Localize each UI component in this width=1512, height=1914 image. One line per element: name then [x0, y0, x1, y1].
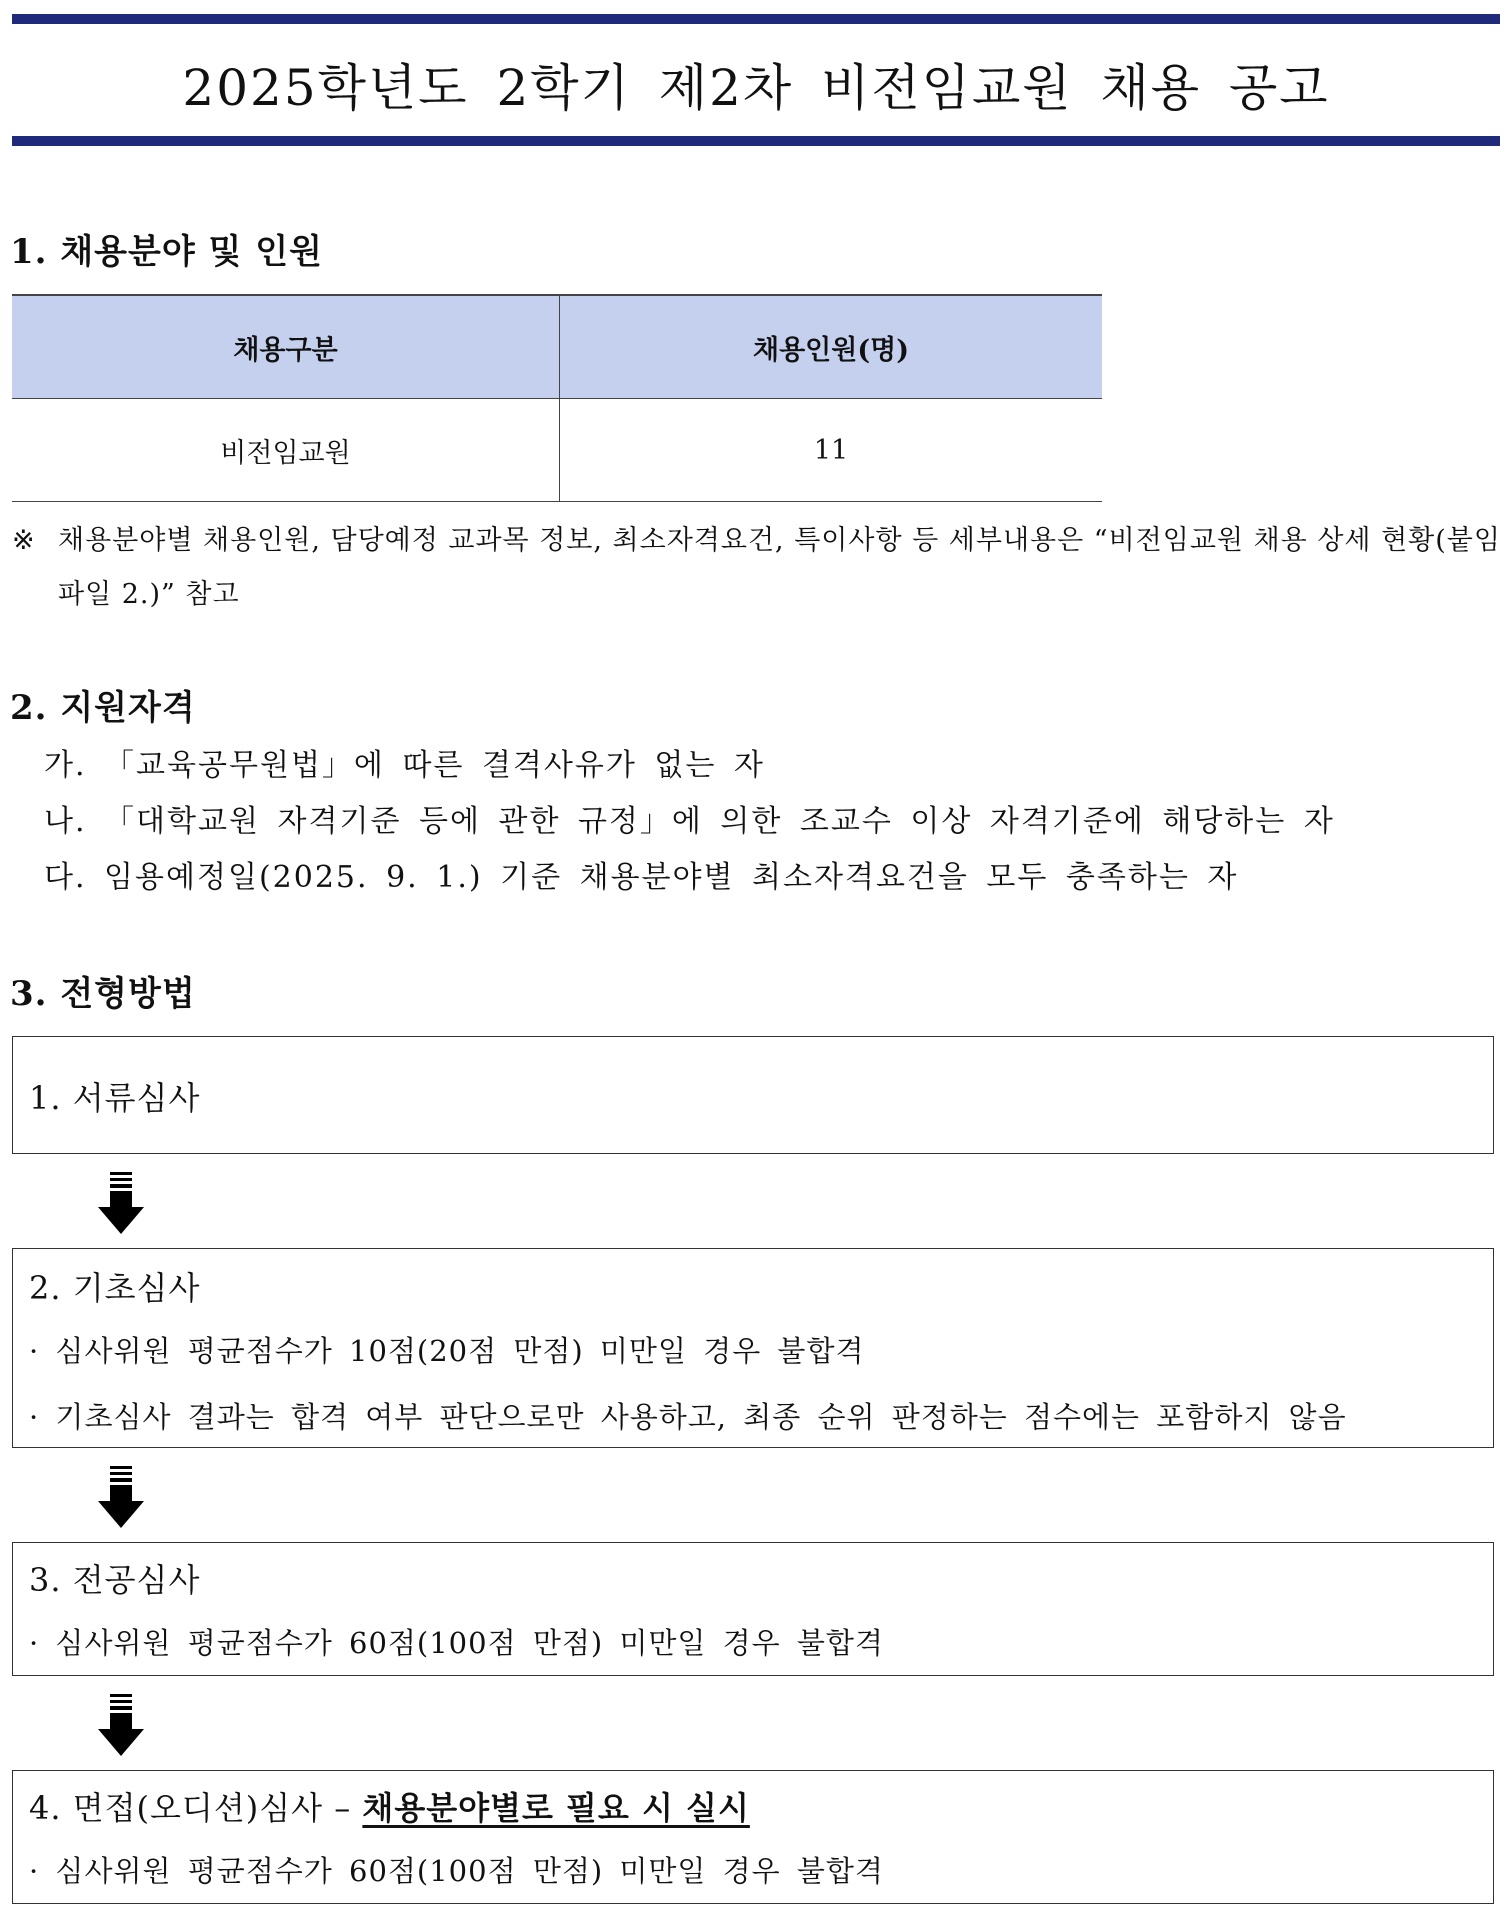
down-arrow-icon	[98, 1466, 144, 1528]
table-header-category: 채용구분	[12, 295, 560, 399]
step-title: 2. 기초심사	[29, 1269, 201, 1307]
title-top-bar	[12, 14, 1500, 24]
step-interview-screening	[12, 1770, 1494, 1904]
step-major-screening	[12, 1542, 1494, 1676]
table-note	[12, 514, 1507, 622]
step-title-emphasis: 채용분야별로 필요 시 실시	[362, 1789, 750, 1827]
step-title-text: 4. 면접(오디션)심사 –	[29, 1789, 363, 1827]
qualification-item-a: 가. 「교육공무원법」에 따른 결격사유가 없는 자	[44, 748, 765, 783]
step-title	[29, 1783, 750, 1829]
down-arrow-icon	[98, 1694, 144, 1756]
qualification-item-c: 다. 임용예정일(2025. 9. 1.) 기준 채용분야별 최소자격요건을 모두 충족하는 자	[44, 860, 1239, 895]
note-text: 채용분야별 채용인원, 담당예정 교과목 정보, 최소자격요건, 특이사항 등 세부내용은 “비전임교원 채용 상세 현황(붙임파일 2.)” 참고	[58, 525, 1501, 610]
step-basic-screening	[12, 1248, 1494, 1448]
step-bullet: · 기초심사 결과는 합격 여부 판단으로만 사용하고, 최종 순위 판정하는 점수에는 포함하지 않음	[29, 1400, 1347, 1434]
page-title: 2025학년도 2학기 제2차 비전임교원 채용 공고	[182, 59, 1330, 117]
section3-heading: 3. 전형방법	[10, 974, 196, 1014]
step-title: 1. 서류심사	[29, 1079, 201, 1117]
reference-mark-icon: ※	[12, 525, 36, 556]
recruitment-table	[12, 294, 1102, 502]
table-cell-count: 11	[560, 399, 1103, 502]
section2-heading: 2. 지원자격	[10, 688, 196, 728]
step-bullet: · 심사위원 평균점수가 60점(100점 만점) 미만일 경우 불합격	[29, 1626, 884, 1660]
step-document-screening	[12, 1036, 1494, 1154]
section1-heading: 1. 채용분야 및 인원	[10, 232, 323, 272]
step-title: 3. 전공심사	[29, 1561, 201, 1599]
title-bottom-bar	[12, 136, 1500, 146]
step-bullet: · 심사위원 평균점수가 60점(100점 만점) 미만일 경우 불합격	[29, 1854, 884, 1888]
table-row	[12, 399, 1102, 502]
table-cell-category: 비전임교원	[12, 399, 560, 502]
table-header-row	[12, 295, 1102, 399]
down-arrow-icon	[98, 1172, 144, 1234]
table-header-count: 채용인원(명)	[560, 295, 1103, 399]
qualification-item-b: 나. 「대학교원 자격기준 등에 관한 규정」에 의한 조교수 이상 자격기준에 해당하는 자	[44, 804, 1335, 839]
step-bullet: · 심사위원 평균점수가 10점(20점 만점) 미만일 경우 불합격	[29, 1334, 865, 1368]
